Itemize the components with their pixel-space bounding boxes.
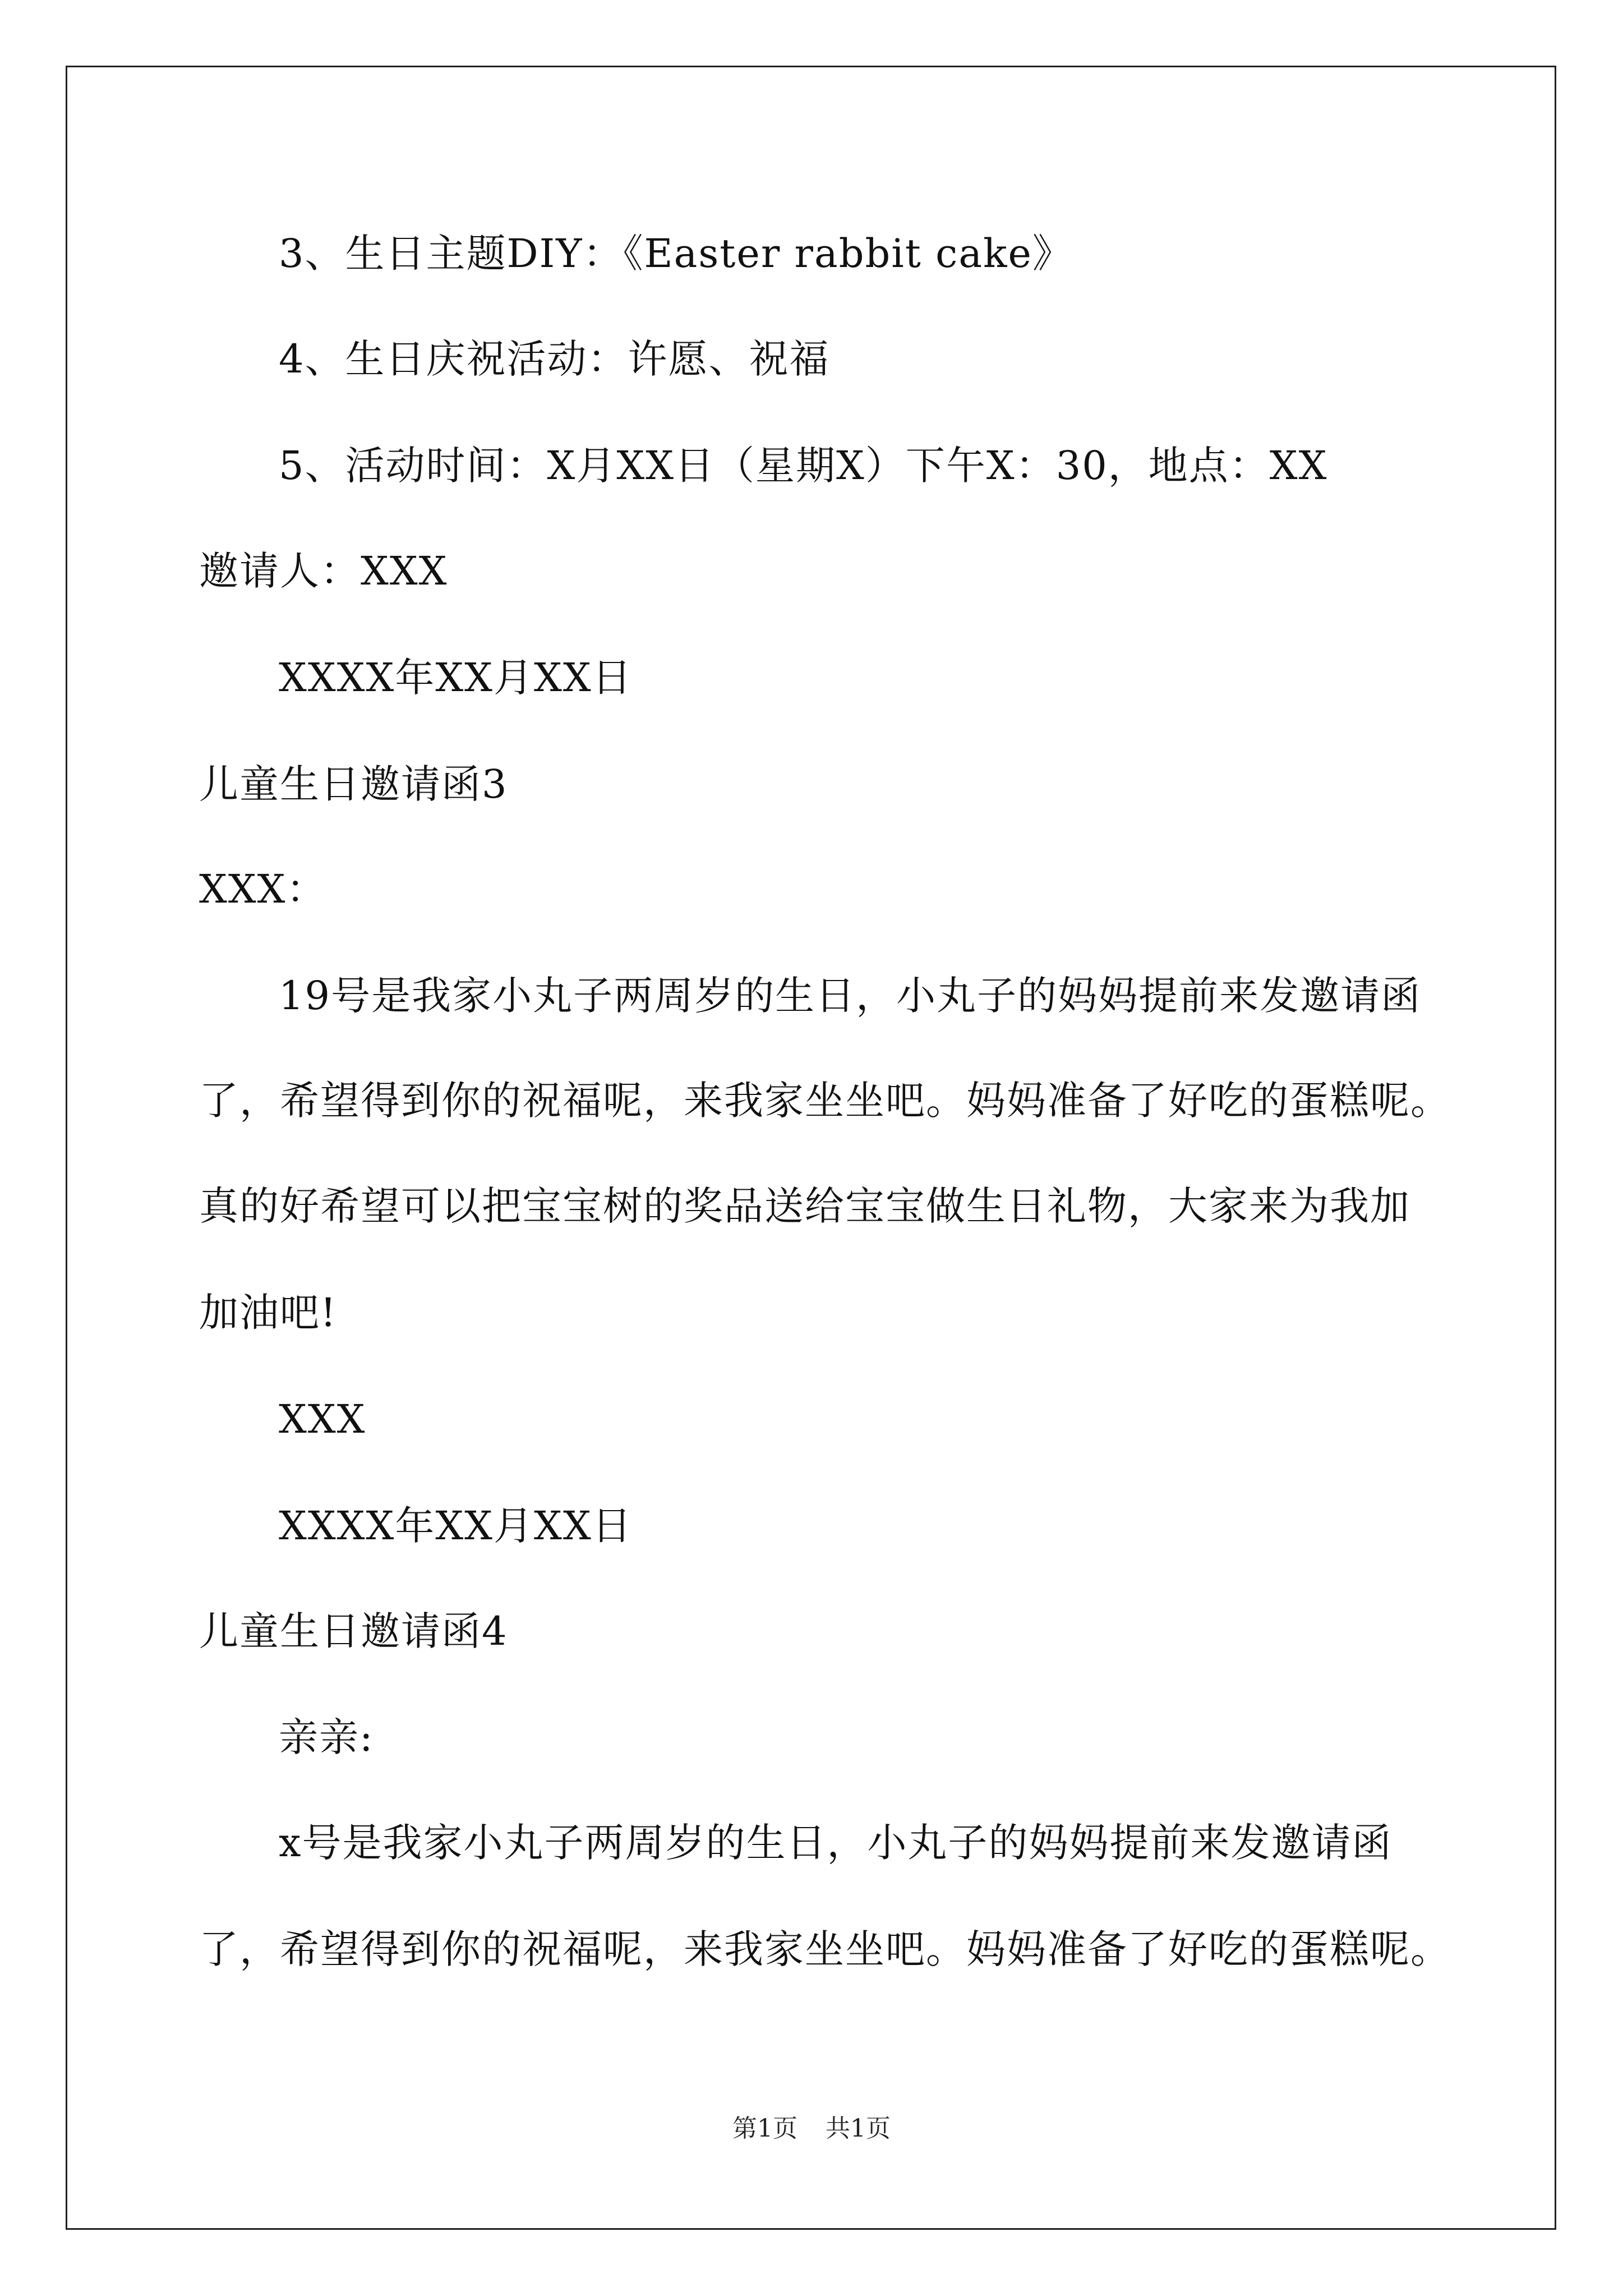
section-heading-4: 儿童生日邀请函4: [199, 1608, 508, 1654]
paragraph-theme: 3、生日主题DIY：《Easter rabbit cake》: [279, 231, 1073, 277]
body-line: 19号是我家小丸子两周岁的生日，小丸子的妈妈提前来发邀请函: [279, 973, 1422, 1019]
section-heading-3: 儿童生日邀请函3: [199, 761, 508, 807]
body-line: x号是我家小丸子两周岁的生日，小丸子的妈妈提前来发邀请函: [279, 1820, 1393, 1866]
salutation: 亲亲:: [279, 1714, 374, 1760]
date-line: XXXX年XX月XX日: [279, 655, 633, 701]
salutation: XXX：: [199, 866, 327, 912]
body-line: 了，希望得到你的祝福呢，来我家坐坐吧。妈妈准备了好吃的蛋糕呢。: [199, 1078, 1451, 1124]
page-border: [66, 66, 1556, 2230]
page-footer: [0, 2115, 1623, 2143]
signature: XXX: [279, 1396, 366, 1442]
page-number: 第1页: [732, 2114, 797, 2143]
date-line: XXXX年XX月XX日: [279, 1503, 633, 1549]
inviter-line: 邀请人：XXX: [199, 548, 448, 594]
body-line: 加油吧!: [199, 1290, 338, 1336]
body-line: 了，希望得到你的祝福呢，来我家坐坐吧。妈妈准备了好吃的蛋糕呢。: [199, 1926, 1451, 1972]
paragraph-time-place: 5、活动时间：X月XX日（星期X）下午X：30，地点：XX: [279, 443, 1328, 489]
paragraph-activity: 4、生日庆祝活动：许愿、祝福: [279, 336, 830, 382]
page-total: 共1页: [826, 2114, 891, 2143]
body-line: 真的好希望可以把宝宝树的奖品送给宝宝做生日礼物，大家来为我加: [199, 1183, 1410, 1229]
